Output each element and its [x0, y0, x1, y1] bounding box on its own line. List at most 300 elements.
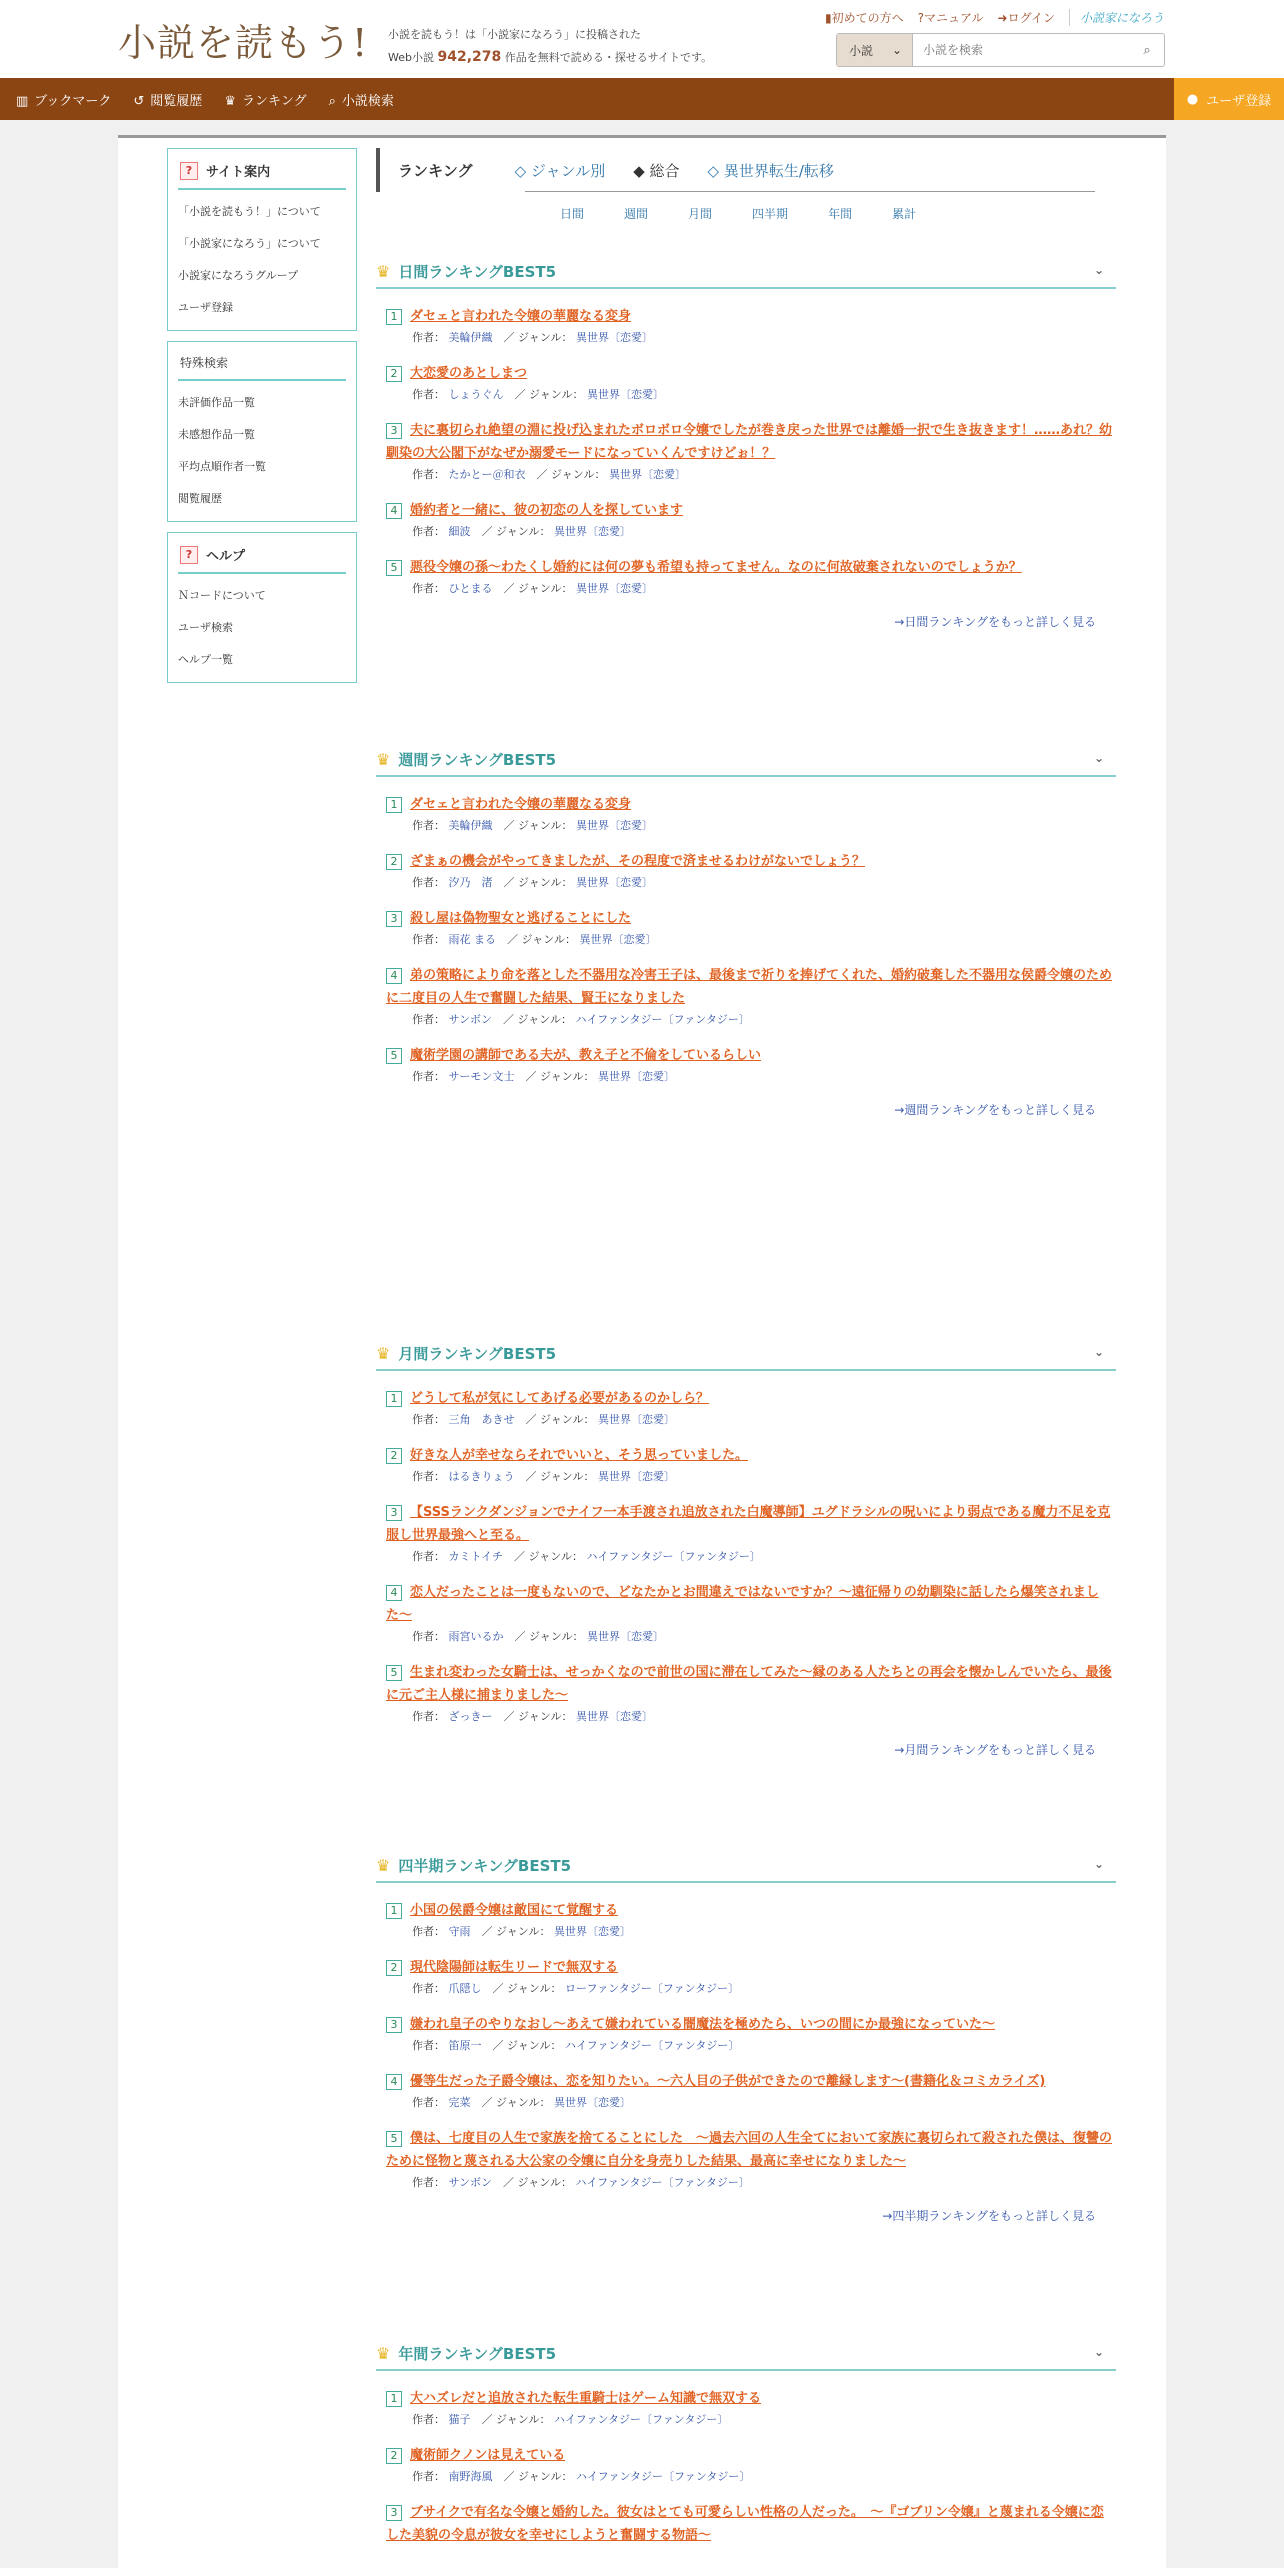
list-item — [376, 2387, 1116, 2430]
first-time-label: 初めての方へ — [831, 11, 904, 25]
rank-badge: 2 — [386, 854, 402, 870]
author-label: 作者： — [412, 582, 445, 595]
site-logo[interactable]: 小説を読もう! — [118, 21, 369, 65]
search-icon: ⌕ — [328, 93, 336, 109]
user-register-button[interactable] — [1174, 78, 1284, 120]
novel-title: 悪役令嬢の孫～わたくし婚約には何の夢も希望も持ってません。なのに何故破棄されないのでしょうか？ — [410, 560, 1022, 575]
nav-history[interactable] — [133, 90, 202, 109]
list-item — [376, 362, 1116, 405]
author-link[interactable]: ざっきー — [448, 1710, 493, 1723]
sidebar-item-unrated[interactable]: 未評価作品一覧 — [178, 396, 255, 409]
rank-badge: 1 — [386, 1903, 402, 1919]
novel-title-link[interactable] — [386, 793, 1116, 816]
genre-link[interactable]: 異世界〔恋愛〕 — [587, 1630, 665, 1643]
list-item — [376, 419, 1116, 485]
author-label: 作者： — [412, 1710, 445, 1723]
count-prefix: Web小説 — [388, 51, 434, 64]
novel-meta — [386, 328, 1116, 348]
list-item — [376, 499, 1116, 542]
login-link[interactable] — [998, 9, 1055, 26]
genre-link[interactable]: 異世界〔恋愛〕 — [576, 1710, 654, 1723]
ranking-title: ランキング — [398, 161, 473, 180]
rank-badge: 5 — [386, 1048, 402, 1064]
author-label: 作者： — [412, 1013, 445, 1026]
author-label: 作者： — [412, 331, 445, 344]
genre-link[interactable]: ハイファンタジー〔ファンタジー〕 — [586, 1550, 761, 1563]
genre-label: ／ ジャンル： — [492, 2039, 562, 2052]
author-link[interactable]: 完菜 — [448, 2096, 471, 2109]
genre-label: ／ ジャンル： — [481, 2413, 551, 2426]
novel-title: 好きな人が幸せならそれでいいと、そう思っていました。 — [410, 1448, 749, 1463]
rank-badge: 3 — [386, 911, 402, 927]
sidebar-item-user-search[interactable]: ユーザ検索 — [178, 621, 233, 634]
section-header[interactable] — [376, 743, 1116, 777]
sidebar-item-about-narou[interactable]: 「小説家になろう」について — [178, 237, 321, 250]
period-monthly[interactable]: 月間 — [688, 207, 713, 221]
rank-badge: 5 — [386, 2131, 402, 2147]
search-box — [836, 33, 1165, 67]
novel-title: 僕は、七度目の人生で家族を捨てることにした ～過去六回の人生全てにおいて家族に裏切られて殺された僕は、復讐のために怪物と蔑される大公家の令嬢に自分を身売りした結果、最高に幸せになりました～ — [386, 2131, 1113, 2169]
sidebar — [167, 148, 357, 693]
novel-title: 恋人だったことは一度もないので、どなたかとお間違えではないですか？〜遠征帰りの幼馴染に話したら爆笑されました〜 — [386, 1585, 1099, 1623]
ranking-list — [376, 777, 1116, 1087]
genre-link[interactable]: ハイファンタジー〔ファンタジー〕 — [575, 1013, 750, 1026]
author-link[interactable]: サンボン — [448, 2176, 492, 2189]
help-heading — [178, 539, 346, 574]
more-ranking-link[interactable]: →四半期ランキングをもっと詳しく見る — [882, 2209, 1096, 2223]
site-guide-heading — [178, 155, 346, 190]
tab-overall[interactable]: ◆ 総合 — [633, 161, 680, 180]
author-link[interactable]: 猫子 — [448, 2413, 471, 2426]
novel-title-link[interactable] — [386, 362, 1116, 385]
author-link[interactable]: 細波 — [448, 525, 471, 538]
list-item — [376, 556, 1116, 599]
special-search-title: 特殊検索 — [178, 348, 346, 381]
sidebar-item-history[interactable]: 閲覧履歴 — [178, 492, 222, 505]
author-label: 作者： — [412, 876, 445, 889]
genre-link[interactable]: ハイファンタジー〔ファンタジー〕 — [575, 2176, 750, 2189]
author-label: 作者： — [412, 1982, 445, 1995]
list-item — [376, 907, 1116, 950]
question-icon: ? — [917, 11, 924, 25]
rank-badge: 2 — [386, 1448, 402, 1464]
genre-link[interactable]: 異世界〔恋愛〕 — [576, 582, 654, 595]
author-link[interactable]: 雨宮いるか — [448, 1630, 504, 1643]
novel-title: 優等生だった子爵令嬢は、恋を知りたい。～六人目の子供ができたので離縁します～(書籍化＆コミカライズ) — [410, 2074, 1046, 2089]
novel-title: 生まれ変わった女騎士は、せっかくなので前世の国に滞在してみた～縁のある人たちとの再会を懐かしんでいたら、最後に元ご主人様に捕まりました～ — [386, 1665, 1112, 1703]
genre-link[interactable]: 異世界〔恋愛〕 — [576, 819, 654, 832]
novel-title-link[interactable] — [386, 305, 1116, 328]
crown-icon: ♛ — [376, 1855, 391, 1875]
genre-label: ／ ジャンル： — [503, 2470, 573, 2483]
crown-icon: ♛ — [376, 261, 391, 281]
novel-meta — [386, 465, 1116, 485]
section-title: 週間ランキングBEST5 — [398, 750, 557, 769]
sidebar-item-no-review[interactable]: 未感想作品一覧 — [178, 428, 255, 441]
rank-badge: 4 — [386, 503, 402, 519]
period-weekly[interactable]: 週間 — [624, 207, 649, 221]
search-type-select[interactable] — [837, 34, 913, 66]
genre-link[interactable]: 異世界〔恋愛〕 — [579, 933, 657, 946]
header — [0, 0, 1284, 78]
count-suffix: 作品を無料で読める・探せるサイトです。 — [504, 51, 713, 64]
tagline-text: 小説を読もう！は「小説家になろう」に投稿された — [388, 28, 641, 41]
list-item — [376, 2444, 1116, 2487]
author-link[interactable]: ひとまる — [448, 582, 493, 595]
novel-meta — [386, 1410, 1116, 1430]
ranking-section — [376, 255, 1116, 630]
manual-label: マニュアル — [923, 11, 984, 25]
genre-label: ／ ジャンル： — [514, 388, 584, 401]
more-ranking-link[interactable]: →週間ランキングをもっと詳しく見る — [894, 1103, 1096, 1117]
novel-meta — [386, 2036, 1116, 2056]
author-link[interactable]: はるきりょう — [448, 1470, 515, 1483]
genre-label: ／ ジャンル： — [513, 1550, 583, 1563]
novel-title-link[interactable] — [386, 499, 1116, 522]
list-item — [376, 1501, 1116, 1567]
novel-title: ダセェと言われた令嬢の華麗なる変身 — [410, 797, 632, 812]
author-label: 作者： — [412, 819, 445, 832]
ranking-section — [376, 743, 1116, 1118]
genre-label: ／ ジャンル： — [507, 933, 577, 946]
sidebar-item-help-list[interactable]: ヘルプ一覧 — [178, 653, 233, 666]
novel-meta — [386, 2467, 1116, 2487]
chevron-down-icon[interactable]: ⌄ — [1093, 1345, 1104, 1359]
novel-meta — [386, 1067, 1116, 1087]
section-title: 日間ランキングBEST5 — [398, 262, 557, 281]
novel-meta — [386, 816, 1116, 836]
rank-badge: 4 — [386, 968, 402, 984]
list-item — [376, 1899, 1116, 1942]
list-item — [376, 2127, 1116, 2193]
novel-meta — [386, 1627, 1116, 1647]
author-link[interactable]: 美輪伊織 — [448, 331, 493, 344]
list-item — [376, 1444, 1116, 1487]
author-link[interactable]: 爪隠し — [448, 1982, 482, 1995]
author-label: 作者： — [412, 933, 445, 946]
list-item — [376, 305, 1116, 348]
author-label: 作者： — [412, 2039, 445, 2052]
novel-title-link[interactable] — [386, 2070, 1116, 2093]
novel-meta — [386, 2093, 1116, 2113]
genre-link[interactable]: 異世界〔恋愛〕 — [576, 876, 654, 889]
genre-label: ／ ジャンル： — [502, 2176, 572, 2189]
author-link[interactable]: たかとー＠和衣 — [448, 468, 526, 481]
tab-genre[interactable]: ◇ ジャンル別 — [514, 161, 606, 180]
novel-title-link[interactable] — [386, 850, 1116, 873]
genre-label: ／ ジャンル： — [514, 1630, 584, 1643]
novel-title: 魔術学園の講師である夫が、教え子と不倫をしているらしい — [410, 1048, 762, 1063]
novel-meta — [386, 579, 1116, 599]
list-item — [376, 1581, 1116, 1647]
ranking-list — [376, 1371, 1116, 1727]
list-item — [376, 2070, 1116, 2113]
period-links — [560, 205, 956, 222]
question-icon: ? — [180, 162, 198, 180]
ranking-list — [376, 1883, 1116, 2193]
novel-title-link[interactable] — [386, 907, 1116, 930]
narou-logo-link[interactable]: 小説家になろう — [1069, 9, 1164, 26]
author-label: 作者： — [412, 388, 445, 401]
novel-meta — [386, 930, 1116, 950]
novel-title-link[interactable] — [386, 556, 1116, 579]
rank-badge: 3 — [386, 1505, 402, 1521]
novel-title: ざまぁの機会がやってきましたが、その程度で済ませるわけがないでしょう？ — [410, 854, 866, 869]
site-tagline — [388, 24, 712, 69]
crown-icon: ♛ — [376, 2343, 391, 2363]
author-link[interactable]: 笛原一 — [448, 2039, 482, 2052]
more-ranking-link[interactable]: →月間ランキングをもっと詳しく見る — [894, 1743, 1096, 1757]
novel-title-link[interactable] — [386, 2013, 1116, 2036]
chevron-down-icon[interactable]: ⌄ — [1093, 2345, 1104, 2359]
genre-label: ／ ジャンル： — [503, 819, 573, 832]
rank-badge: 4 — [386, 2074, 402, 2090]
sidebar-item-register[interactable]: ユーザ登録 — [178, 301, 233, 314]
genre-label: ／ ジャンル： — [481, 525, 551, 538]
author-label: 作者： — [412, 2470, 445, 2483]
novel-title-link[interactable] — [386, 1581, 1116, 1627]
site-guide-box — [167, 148, 357, 331]
novel-meta — [386, 1010, 1116, 1030]
novel-meta — [386, 1707, 1116, 1727]
genre-link[interactable]: ハイファンタジー〔ファンタジー〕 — [565, 2039, 740, 2052]
author-link[interactable]: 汐乃 渚 — [448, 876, 493, 889]
novel-title-link[interactable] — [386, 964, 1116, 1010]
chevron-down-icon[interactable]: ⌄ — [1093, 263, 1104, 277]
novel-title-link[interactable] — [386, 2127, 1116, 2173]
crown-icon: ♛ — [224, 93, 236, 109]
novel-title: ダセェと言われた令嬢の華麗なる変身 — [410, 309, 632, 324]
tab-isekai[interactable]: ◇ 異世界転生/転移 — [707, 161, 834, 180]
novel-meta — [386, 385, 1116, 405]
chevron-down-icon[interactable]: ⌄ — [1093, 1857, 1104, 1871]
special-search-box — [167, 341, 357, 522]
author-link[interactable]: サンボン — [448, 1013, 492, 1026]
novel-title-link[interactable] — [386, 1387, 1116, 1410]
genre-link[interactable]: 異世界〔恋愛〕 — [598, 1413, 676, 1426]
novel-meta — [386, 1979, 1116, 1999]
author-label: 作者： — [412, 1470, 445, 1483]
top-links — [825, 9, 1164, 26]
main-nav — [0, 78, 1284, 120]
nav-bookmark-label: ブックマーク — [34, 93, 112, 109]
user-register-label: ユーザ登録 — [1206, 93, 1272, 109]
work-count-line — [388, 46, 712, 69]
genre-link[interactable]: ハイファンタジー〔ファンタジー〕 — [576, 2470, 751, 2483]
rank-badge: 2 — [386, 2448, 402, 2464]
search-icon: ⌕ — [1143, 42, 1151, 58]
genre-link[interactable]: ローファンタジー〔ファンタジー〕 — [565, 1982, 740, 1995]
period-daily[interactable]: 日間 — [560, 207, 585, 221]
genre-link[interactable]: 異世界〔恋愛〕 — [554, 1925, 632, 1938]
genre-label: ／ ジャンル： — [503, 582, 573, 595]
novel-meta — [386, 2173, 1116, 2193]
chevron-down-icon[interactable]: ⌄ — [1093, 751, 1104, 765]
author-label: 作者： — [412, 468, 445, 481]
novel-meta — [386, 1547, 1116, 1567]
novel-meta — [386, 522, 1116, 542]
tab-divider — [525, 191, 1095, 192]
nav-ranking[interactable] — [224, 90, 306, 109]
chevron-down-icon: ⌄ — [891, 43, 902, 57]
author-link[interactable]: サーモン文士 — [448, 1070, 515, 1083]
ranking-list — [376, 289, 1116, 599]
history-icon: ↺ — [133, 93, 145, 109]
novel-title: 【SSSランクダンジョンでナイフ一本手渡され追放された白魔導師】ユグドラシルの呪いにより弱点である魔力不足を克服し世界最強へと至る。 — [386, 1505, 1111, 1543]
list-item — [376, 850, 1116, 893]
genre-label: ／ ジャンル： — [481, 1925, 551, 1938]
genre-link[interactable]: 異世界〔恋愛〕 — [609, 468, 687, 481]
list-item — [376, 793, 1116, 836]
list-item — [376, 1387, 1116, 1430]
novel-title: 大恋愛のあとしまつ — [410, 366, 528, 381]
rank-badge: 5 — [386, 560, 402, 576]
novel-title: 弟の策略により命を落とした不器用な冷害王子は、最後まで祈りを捧げてくれた、婚約破棄した不器用な侯爵令嬢のために二度目の人生で奮闘した結果、賢王になりました — [386, 968, 1113, 1006]
rank-badge: 3 — [386, 2017, 402, 2033]
section-header[interactable] — [376, 1849, 1116, 1883]
genre-link[interactable]: 異世界〔恋愛〕 — [598, 1470, 676, 1483]
author-label: 作者： — [412, 1550, 445, 1563]
novel-meta — [386, 1467, 1116, 1487]
list-item — [376, 964, 1116, 1030]
section-header[interactable] — [376, 2337, 1116, 2371]
author-link[interactable]: しょうぐん — [448, 388, 504, 401]
novel-title: 夫に裏切られ絶望の淵に投げ込まれたボロボロ令嬢でしたが巻き戻った世界では離婚一択で生き抜きます！……あれ？幼馴染の大公閣下がなぜか溺愛モードになっていくんですけどぉ！？ — [386, 423, 1113, 461]
author-link[interactable]: 南野海風 — [448, 2470, 493, 2483]
search-button[interactable] — [1130, 34, 1164, 66]
search-type-value: 小説 — [849, 43, 874, 58]
novel-title-link[interactable] — [386, 1661, 1116, 1707]
book-icon: ▮ — [824, 11, 832, 25]
sidebar-item-narou-group[interactable]: 小説家になろうグループ — [178, 269, 299, 282]
genre-link[interactable]: 異世界〔恋愛〕 — [598, 1070, 676, 1083]
login-icon: ➜ — [997, 11, 1008, 25]
rank-badge: 4 — [386, 1585, 402, 1601]
section-header[interactable] — [376, 255, 1116, 289]
novel-title-link[interactable] — [386, 1501, 1116, 1547]
genre-label: ／ ジャンル： — [492, 1982, 562, 1995]
rank-badge: 2 — [386, 366, 402, 382]
author-label: 作者： — [412, 1925, 445, 1938]
novel-title-link[interactable] — [386, 419, 1116, 465]
period-yearly[interactable]: 年間 — [828, 207, 853, 221]
author-label: 作者： — [412, 525, 445, 538]
user-icon: ● — [1186, 91, 1199, 107]
author-label: 作者： — [412, 2176, 445, 2189]
sidebar-item-ncode[interactable]: Ｎコードについて — [178, 589, 266, 602]
novel-meta — [386, 1922, 1116, 1942]
work-count: 942,278 — [437, 49, 502, 65]
novel-title-link[interactable] — [386, 1899, 1116, 1922]
author-label: 作者： — [412, 2096, 445, 2109]
period-quarterly[interactable]: 四半期 — [752, 207, 789, 221]
genre-label: ／ ジャンル： — [525, 1070, 595, 1083]
rank-badge: 1 — [386, 2391, 402, 2407]
nav-bookmark[interactable] — [16, 90, 111, 109]
bookmark-icon: ▥ — [16, 93, 29, 109]
novel-title: 婚約者と一緒に、彼の初恋の人を探しています — [410, 503, 684, 518]
author-link[interactable]: 守雨 — [448, 1925, 471, 1938]
novel-meta — [386, 2410, 1116, 2430]
novel-title: 殺し屋は偽物聖女と逃げることにした — [410, 911, 632, 926]
genre-link[interactable]: 異世界〔恋愛〕 — [554, 525, 632, 538]
novel-title-link[interactable] — [386, 2387, 1116, 2410]
genre-label: ／ ジャンル： — [503, 876, 573, 889]
novel-title: どうして私が気にしてあげる必要があるのかしら？ — [410, 1391, 710, 1406]
novel-meta — [386, 873, 1116, 893]
genre-link[interactable]: ハイファンタジー〔ファンタジー〕 — [554, 2413, 729, 2426]
list-item — [376, 1044, 1116, 1087]
nav-search-label: 小説検索 — [341, 93, 394, 109]
author-link[interactable]: 三角 あきせ — [448, 1413, 515, 1426]
author-label: 作者： — [412, 1630, 445, 1643]
manual-link[interactable] — [918, 9, 984, 26]
rank-badge: 1 — [386, 309, 402, 325]
genre-link[interactable]: 異世界〔恋愛〕 — [587, 388, 665, 401]
list-item — [376, 1661, 1116, 1727]
author-label: 作者： — [412, 1070, 445, 1083]
author-label: 作者： — [412, 2413, 445, 2426]
author-link[interactable]: 美輪伊織 — [448, 819, 493, 832]
novel-title: 大ハズレだと追放された転生重騎士はゲーム知識で無双する — [410, 2391, 762, 2406]
section-header[interactable] — [376, 1337, 1116, 1371]
rank-badge: 3 — [386, 423, 402, 439]
genre-label: ／ ジャンル： — [481, 2096, 551, 2109]
novel-title: 現代陰陽師は転生リードで無双する — [410, 1960, 619, 1975]
genre-label: ／ ジャンル： — [525, 1470, 595, 1483]
crown-icon: ♛ — [376, 1343, 391, 1363]
novel-title-link[interactable] — [386, 1956, 1116, 1979]
ranking-list — [376, 2371, 1116, 2547]
first-time-link[interactable] — [825, 9, 904, 26]
ranking-section — [376, 1337, 1116, 1758]
rank-badge: 1 — [386, 1391, 402, 1407]
author-link[interactable]: カミトイチ — [448, 1550, 503, 1563]
rank-badge: 1 — [386, 797, 402, 813]
novel-title-link[interactable] — [386, 2501, 1116, 2547]
help-box — [167, 532, 357, 683]
novel-title: 小国の侯爵令嬢は敵国にて覚醒する — [410, 1903, 619, 1918]
search-input[interactable] — [913, 34, 1130, 66]
login-label: ログイン — [1007, 11, 1055, 25]
list-item — [376, 2501, 1116, 2547]
question-icon: ? — [180, 546, 198, 564]
genre-link[interactable]: 異世界〔恋愛〕 — [576, 331, 654, 344]
novel-title-link[interactable] — [386, 1044, 1116, 1067]
nav-ranking-label: ランキング — [241, 93, 307, 109]
author-label: 作者： — [412, 1413, 445, 1426]
genre-label: ／ ジャンル： — [525, 1413, 595, 1426]
novel-title-link[interactable] — [386, 1444, 1116, 1467]
nav-history-label: 閲覧履歴 — [150, 93, 203, 109]
author-link[interactable]: 雨花 まる — [448, 933, 496, 946]
nav-search[interactable] — [329, 90, 394, 109]
section-title: 月間ランキングBEST5 — [398, 1344, 557, 1363]
ranking-tabs — [376, 148, 1096, 192]
period-total[interactable]: 累計 — [892, 207, 917, 221]
genre-link[interactable]: 異世界〔恋愛〕 — [554, 2096, 632, 2109]
sidebar-item-about-yomou[interactable]: 「小説を読もう！」について — [178, 205, 321, 218]
ranking-section — [376, 1849, 1116, 2224]
genre-label: ／ ジャンル： — [503, 1710, 573, 1723]
genre-label: ／ ジャンル： — [503, 331, 573, 344]
more-ranking-link[interactable]: →日間ランキングをもっと詳しく見る — [894, 615, 1096, 629]
ranking-section — [376, 2337, 1116, 2561]
rank-badge: 5 — [386, 1665, 402, 1681]
sidebar-item-avg-authors[interactable]: 平均点順作者一覧 — [178, 460, 266, 473]
novel-title-link[interactable] — [386, 2444, 1116, 2467]
help-title: ヘルプ — [206, 549, 246, 564]
